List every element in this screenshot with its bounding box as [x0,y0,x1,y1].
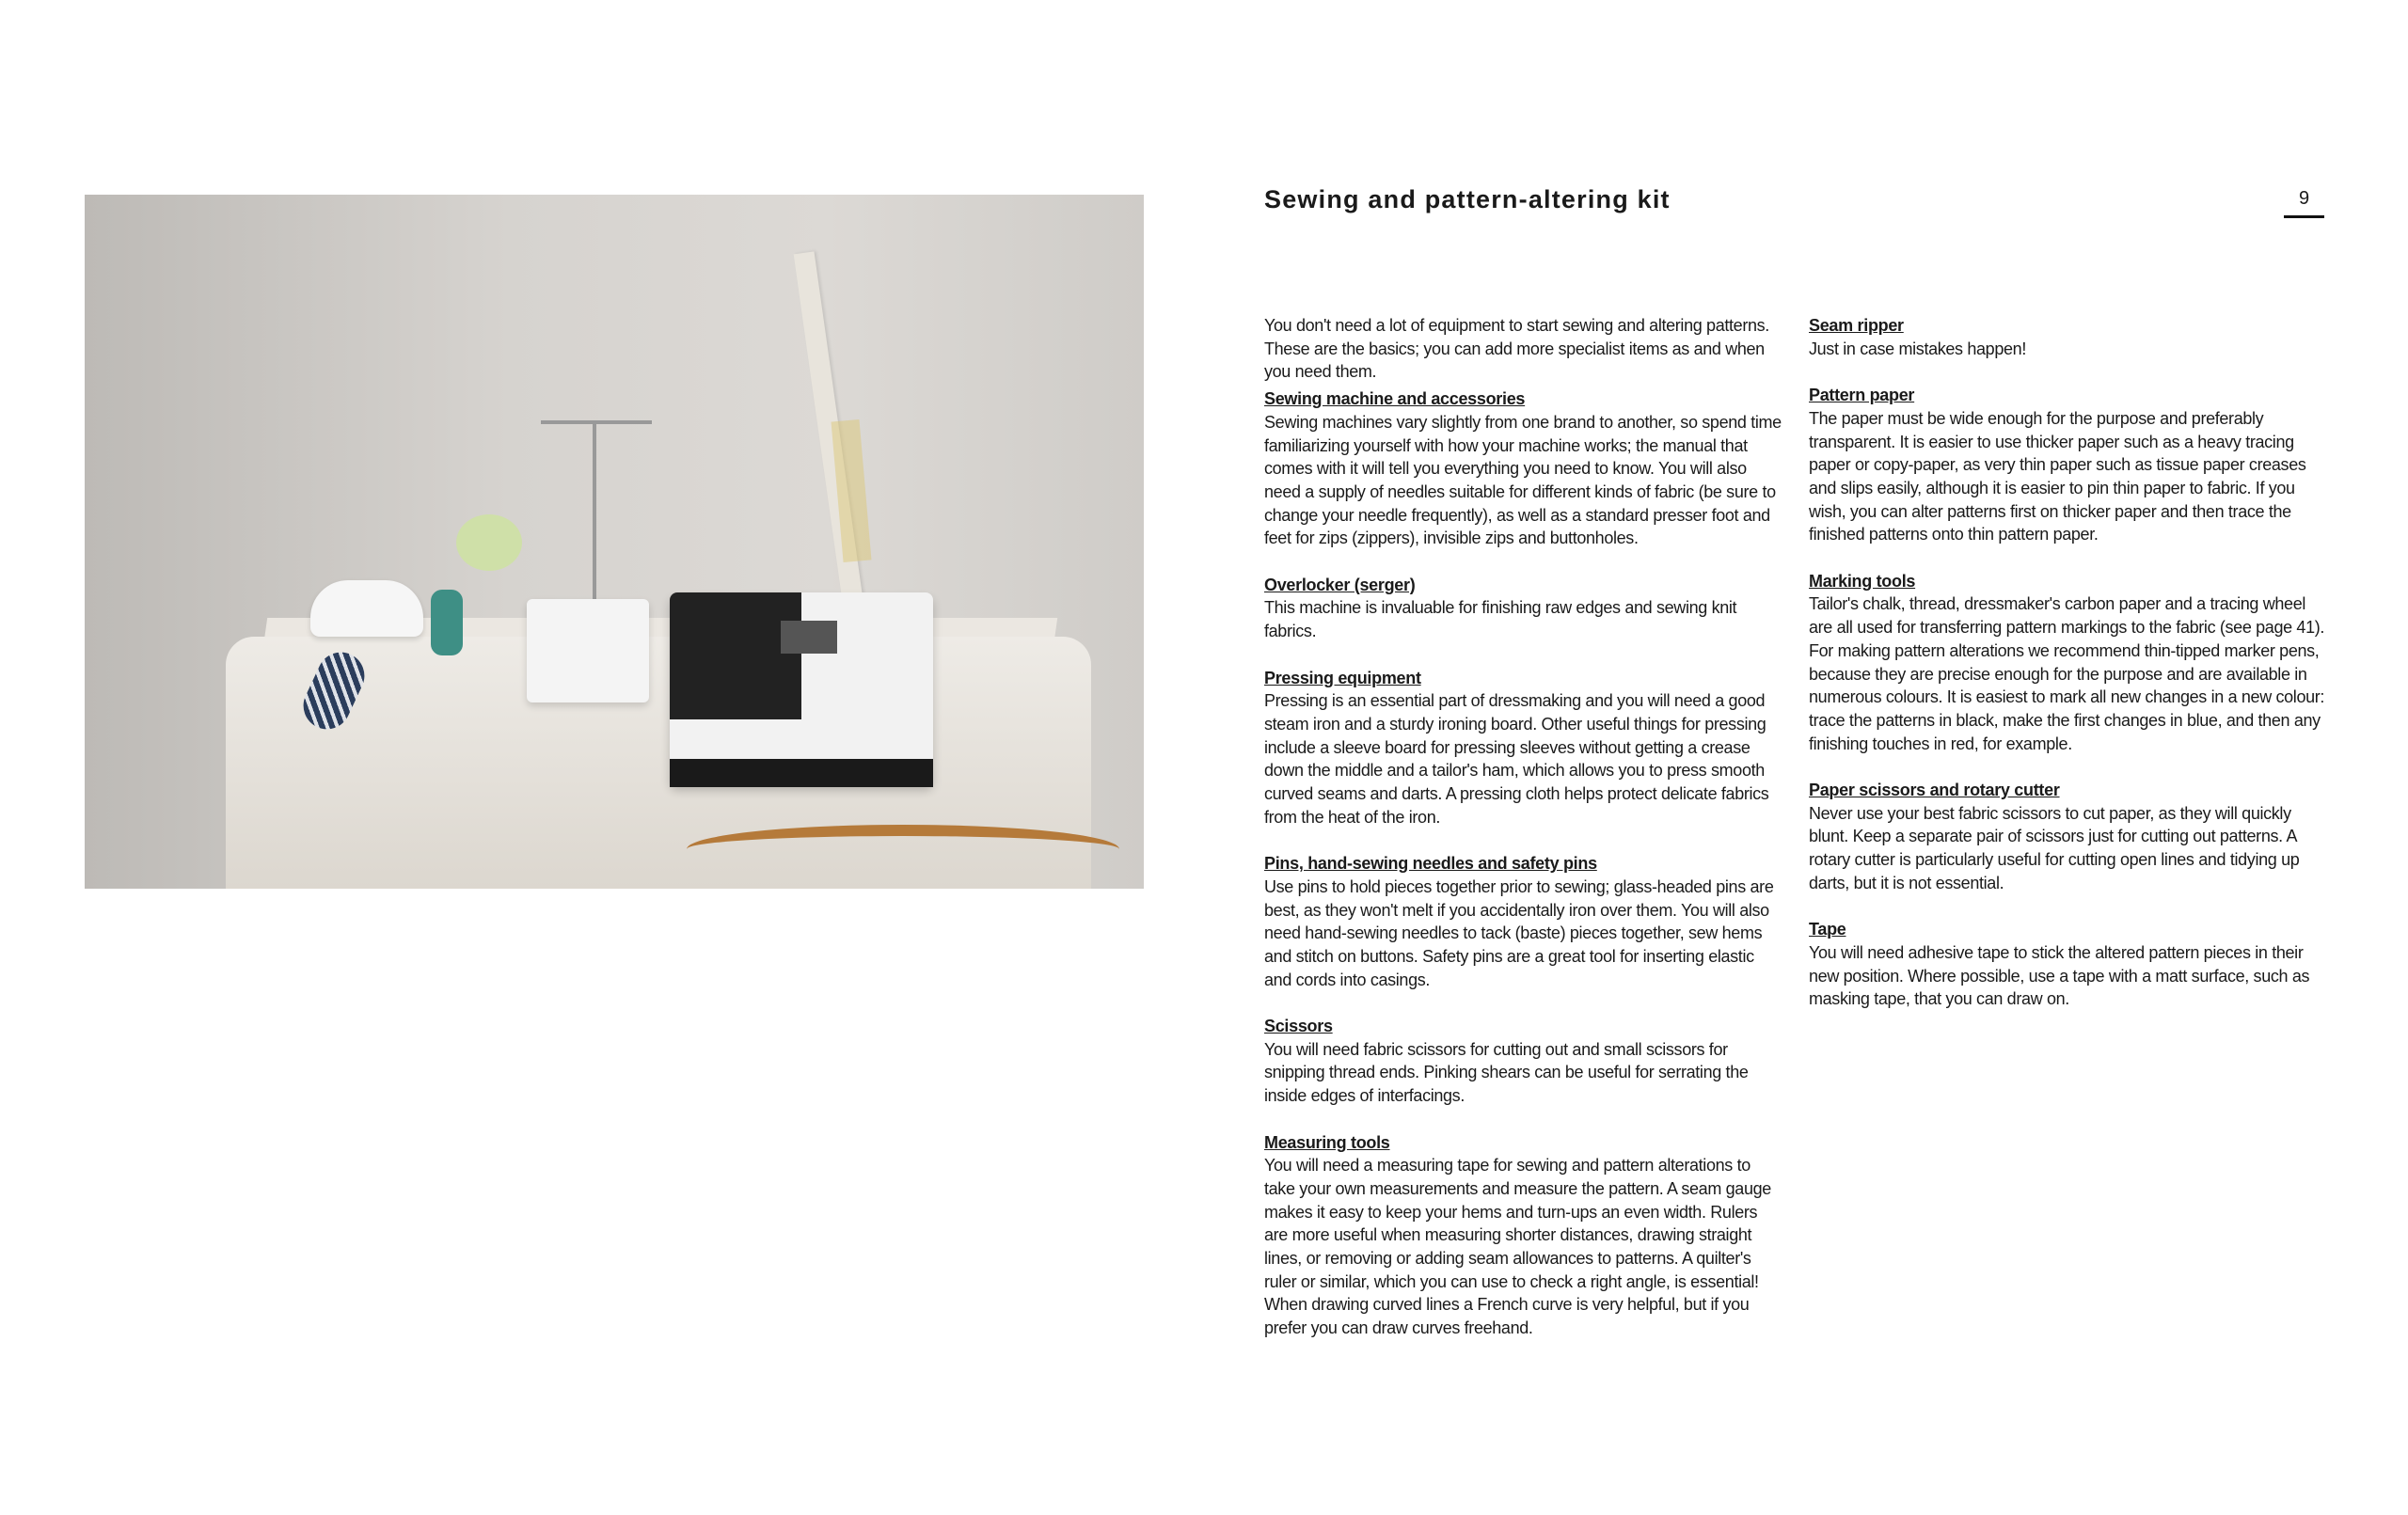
section-overlocker [1264,574,1782,643]
section-sewing-machine [1264,387,1782,550]
section-body: Just in case mistakes happen! [1809,339,2026,358]
steam-iron [310,580,423,637]
text-column-left [1264,314,1782,1340]
section-body: Sewing machines vary slightly from one brand to another, so spend time familiarizing yourself with how your machine works; the manual that comes with it will tell you everything you need to know. You will also need a supply of needles suitable for different kinds of fabric (be sure to change your needle frequently), as well as a standard presser foot and feet for zips (zippers), invisible zips and buttonholes. [1264,412,1782,548]
section-body: This machine is invaluable for finishing raw edges and sewing knit fabrics. [1264,598,1737,641]
section-body: You will need a measuring tape for sewing and pattern alterations to take your own measurements and measure the pattern. A seam gauge makes it easy to keep your hems and turn-ups an even width. Rulers are more useful when measuring shorter distances, drawing straight lines, or removing or adding seam allowances to patterns. A quilter's ruler or similar, which you can use to check a right angle, is essential! When drawing curved lines a French curve is very helpful, but if you prefer you can draw curves freehand. [1264,1156,1771,1338]
overlocker [527,599,649,702]
text-column-right [1809,314,2326,1011]
section-heading: Pattern paper [1809,386,1915,405]
section-pressing [1264,667,1782,829]
section-body: The paper must be wide enough for the purpose and preferably transparent. It is easier to use thicker paper such as a heavy tracing paper or copy-paper, as very thin paper such as tissue paper creases and slips easily, although it is easier to pin thin paper to fabric. If you wish, you can alter patterns first on thicker paper and then trace the finished patterns onto thin pattern paper. [1809,408,2306,544]
section-body: Never use your best fabric scissors to cut paper, as they will quickly blunt. Keep a separate pair of scissors just for cutting out patterns. A rotary cutter is particularly useful for cutting open lines and tidying up darts, but it is not essential. [1809,803,2300,892]
section-heading: Overlocker (serger) [1264,575,1416,594]
section-heading: Tape [1809,920,1846,939]
thread-stand-top [541,420,652,424]
page-title: Sewing and pattern-altering kit [1264,185,1671,213]
section-heading: Paper scissors and rotary cutter [1809,781,2060,800]
section-pins [1264,852,1782,991]
hydrangea [456,514,522,571]
section-paper-scissors [1809,779,2326,895]
section-marking-tools [1809,570,2326,756]
sewing-kit-photo [85,195,1144,889]
section-heading: Seam ripper [1809,316,1904,335]
section-pattern-paper [1809,384,2326,546]
section-heading: Pressing equipment [1264,668,1421,687]
section-measuring-tools [1264,1131,1782,1340]
intro-paragraph: You don't need a lot of equipment to start sewing and altering patterns. These are the basics; you can add more specialist items as and when you need them. [1264,316,1769,382]
thread-stand [593,420,596,608]
section-body: You will need adhesive tape to stick the altered pattern pieces in their new position. Where possible, use a tape with a matt surface, such as masking tape, that you can draw on. [1809,942,2310,1009]
section-body: Tailor's chalk, thread, dressmaker's carbon paper and a tracing wheel are all used for transferring pattern markings to the fabric (see page 41). For making pattern alterations we recommend thin-tipped marker pens, because they are precise enough for the purpose and are available in numerous colours. It is easiest to mark all new changes in a new colour: trace the patterns in black, make the first changes in blue, and then any finishing touches in red, for example. [1809,594,2325,753]
section-heading: Measuring tools [1264,1132,1390,1152]
section-heading: Marking tools [1809,571,1916,591]
sewing-machine-base [670,759,933,787]
section-heading: Scissors [1264,1017,1333,1036]
section-body: Pressing is an essential part of dressmaking and you will need a good steam iron and a sturdy ironing board. Other useful things for pressing include a sleeve board for pressing sleeves without getting a crease down the middle and a tailor's ham, which allows you to press smooth curved seams and darts. A pressing cloth helps protect delicate fabrics from the heat of the iron. [1264,691,1769,827]
section-body: You will need fabric scissors for cutting out and small scissors for snipping thread ends. Pinking shears can be useful for serrating the inside edges of interfacings. [1264,1039,1749,1106]
section-seam-ripper [1809,314,2326,360]
section-heading: Sewing machine and accessories [1264,389,1526,409]
sewing-machine-screen [781,621,837,654]
section-body: Use pins to hold pieces together prior to sewing; glass-headed pins are best, as they won't melt if you accidentally iron over them. You will also need hand-sewing needles to tack (baste) pieces together, sew hems and stitch on buttons. Safety pins are a great tool for inserting elastic and cords into casings. [1264,876,1774,989]
vase [431,590,463,655]
section-scissors [1264,1015,1782,1108]
section-tape [1809,918,2326,1011]
sewing-machine-head [670,592,801,719]
section-heading: Pins, hand-sewing needles and safety pins [1264,854,1597,874]
chair-back [687,825,1119,874]
page-number: 9 [2284,188,2324,218]
